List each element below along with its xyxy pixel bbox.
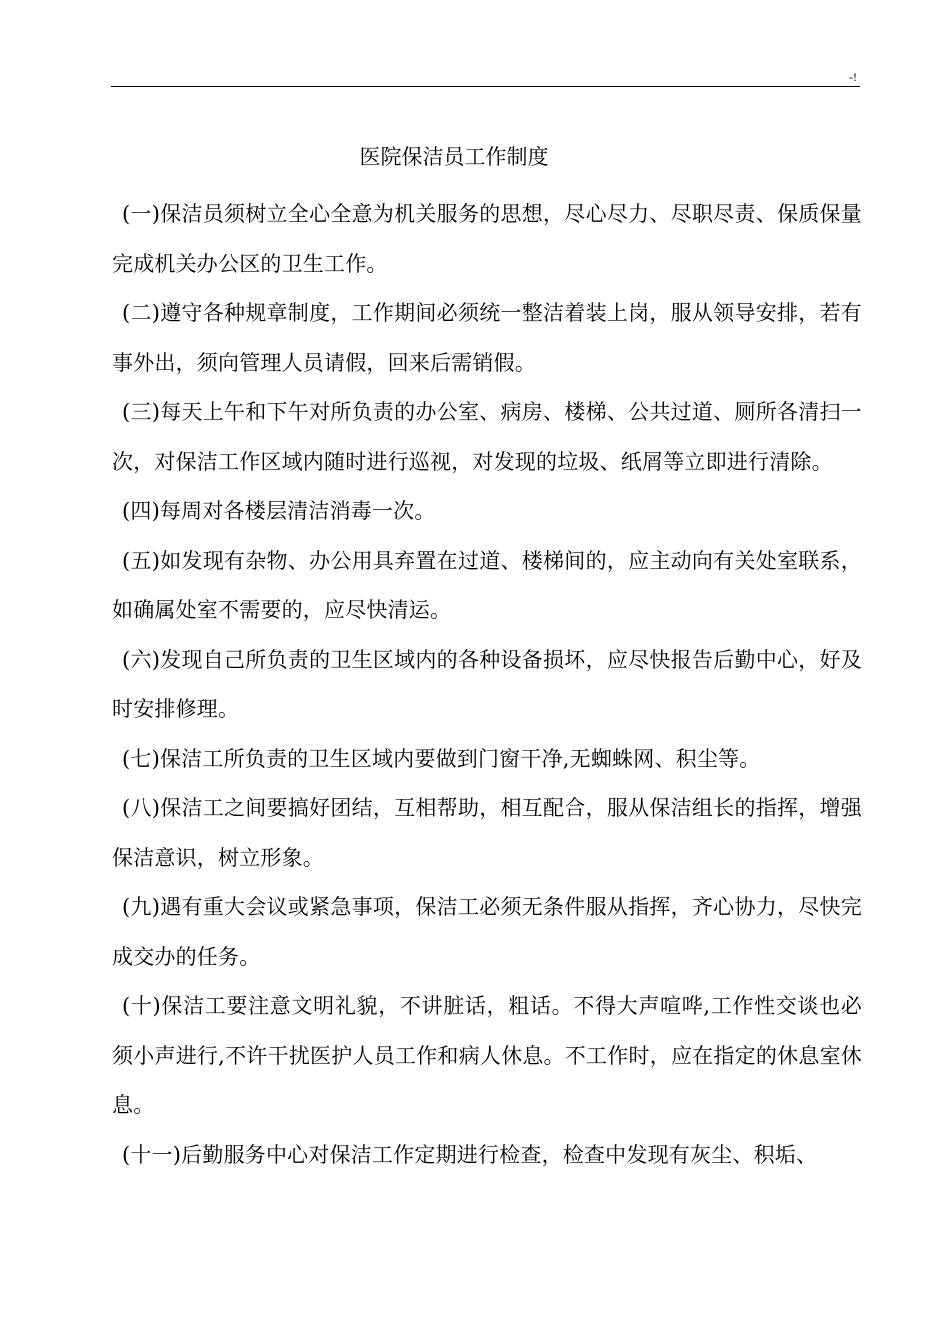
paragraph-8: (八)保洁工之间要搞好团结，互相帮助，相互配合，服从保洁组长的指挥，增强保洁意识，树立形象。 — [112, 796, 862, 870]
document-title-text: 医院保洁员工作制度 — [359, 145, 549, 169]
page-header-mark: -! — [849, 70, 857, 84]
document-title — [0, 142, 950, 172]
header-rule — [111, 86, 860, 87]
paragraph-7: (七)保洁工所负责的卫生区域内要做到门窗干净,无蜘蛛网、积尘等。 — [122, 746, 761, 771]
paragraph-2: (二)遵守各种规章制度，工作期间必须统一整洁着装上岗，服从领导安排，若有事外出，须向管理人员请假，回来后需销假。 — [112, 301, 862, 375]
paragraph-3: (三)每天上午和下午对所负责的办公室、病房、楼梯、公共过道、厕所各清扫一次，对保洁工作区域内随时进行巡视，对发现的垃圾、纸屑等立即进行清除。 — [112, 400, 862, 474]
paragraph-10: (十)保洁工要注意文明礼貌，不讲脏话，粗话。不得大声喧哗,工作性交谈也必须小声进行,不许干扰医护人员工作和病人休息。不工作时，应在指定的休息室休息。 — [112, 994, 862, 1117]
paragraph-9: (九)遇有重大会议或紧急事项，保洁工必须无条件服从指挥，齐心协力，尽快完成交办的任务。 — [112, 895, 862, 969]
paragraph-11: (十一)后勤服务中心对保洁工作定期进行检查，检查中发现有灰尘、积垢、 — [122, 1142, 818, 1167]
paragraph-5: (五)如发现有杂物、办公用具弃置在过道、楼梯间的，应主动向有关处室联系，如确属处室不需要的，应尽快清运。 — [112, 548, 862, 622]
paragraph-1: (一)保洁员须树立全心全意为机关服务的思想，尽心尽力、尽职尽责、保质保量完成机关办公区的卫生工作。 — [112, 202, 862, 276]
document-body — [112, 190, 862, 1180]
paragraph-6: (六)发现自己所负责的卫生区域内的各种设备损坏，应尽快报告后勤中心，好及时安排修理。 — [112, 647, 862, 721]
paragraph-4: (四)每周对各楼层清洁消毒一次。 — [122, 499, 436, 523]
